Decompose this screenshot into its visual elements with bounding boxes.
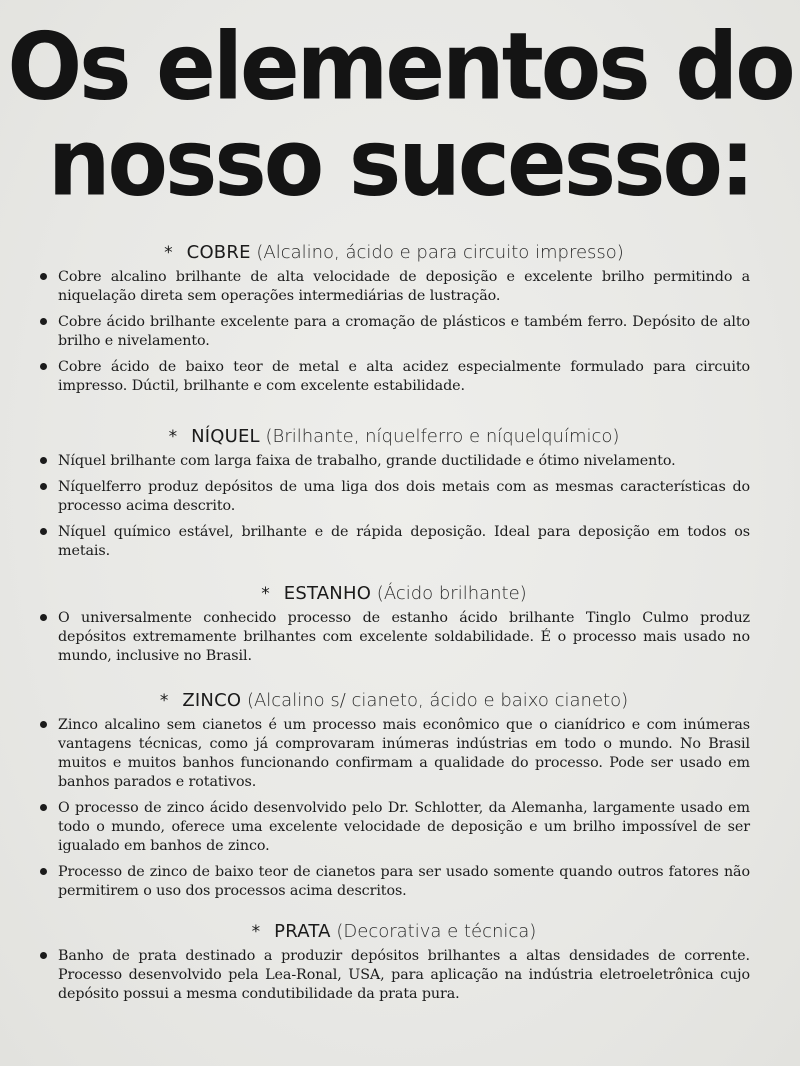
asterisk-marker: * xyxy=(159,691,169,711)
list-item xyxy=(38,947,750,1004)
bullet-icon xyxy=(40,804,47,811)
bullet-icon xyxy=(40,483,47,490)
section-name: ESTANHO xyxy=(283,583,372,604)
section-zinco xyxy=(38,689,750,908)
page-title-line-2: nosso sucesso: xyxy=(47,108,753,217)
section-heading xyxy=(38,425,750,449)
bullet-icon xyxy=(40,457,47,464)
page-title-line-1: Os elementos do xyxy=(7,12,793,121)
section-heading xyxy=(38,689,750,713)
list-item xyxy=(38,478,750,516)
list-item-text: Cobre ácido brilhante excelente para a cromação de plásticos e também ferro. Depósito de alto brilho e nivelamento. xyxy=(58,314,750,349)
list-item-text: Cobre ácido de baixo teor de metal e alta acidez especialmente formulado para circuito impresso. Dúctil, brilhante e com excelente estabilidade. xyxy=(58,359,750,394)
section-subtitle: (Decorativa e técnica) xyxy=(336,921,537,942)
section-subtitle: (Alcalino s/ cianeto, ácido e baixo cianeto) xyxy=(246,690,629,711)
section-niquel xyxy=(38,425,750,568)
section-list xyxy=(38,716,750,901)
list-item xyxy=(38,268,750,306)
bullet-icon xyxy=(40,363,47,370)
section-subtitle: (Brilhante, níquelferro e níquelquímico) xyxy=(265,426,620,447)
bullet-icon xyxy=(40,614,47,621)
list-item-text: Cobre alcalino brilhante de alta velocidade de deposição e excelente brilho permitindo a niquelação direta sem operações intermediárias de lustração. xyxy=(58,269,750,304)
list-item-text: Processo de zinco de baixo teor de cianetos para ser usado somente quando outros fatores não permitirem o uso dos processos acima descritos. xyxy=(58,864,750,899)
section-name: ZINCO xyxy=(182,690,242,711)
section-prata xyxy=(38,920,750,1011)
list-item xyxy=(38,523,750,561)
list-item-text: O processo de zinco ácido desenvolvido pelo Dr. Schlotter, da Alemanha, largamente usado em todo o mundo, oferece uma excelente velocidade de deposição e um brilho impossível de ser igualado em banhos de zinco. xyxy=(58,800,750,854)
section-name: NÍQUEL xyxy=(191,426,260,447)
section-heading xyxy=(38,241,750,265)
section-heading xyxy=(38,920,750,944)
list-item-text: Banho de prata destinado a produzir depósitos brilhantes a altas densidades de corrente. Processo desenvolvido pela Lea-Ronal, USA, para aplicação na indústria eletroeletrônica cujo depósito possui a mesma condutibilidade da prata pura. xyxy=(58,948,750,1002)
bullet-icon xyxy=(40,528,47,535)
list-item-text: Zinco alcalino sem cianetos é um processo mais econômico que o cianídrico e com inúmeras vantagens técnicas, como já comprovaram inúmeras indústrias em todo o mundo. No Brasil muitos e muitos banhos funcionando confirmam a qualidade do processo. Pode ser usado em banhos parados e rotativos. xyxy=(58,717,750,790)
list-item xyxy=(38,716,750,792)
section-list xyxy=(38,452,750,561)
list-item xyxy=(38,863,750,901)
section-list xyxy=(38,268,750,396)
asterisk-marker: * xyxy=(168,427,178,447)
section-list xyxy=(38,609,750,666)
list-item-text: Níquelferro produz depósitos de uma liga dos dois metais com as mesmas características do processo acima descrito. xyxy=(58,479,750,514)
section-cobre xyxy=(38,241,750,403)
list-item xyxy=(38,609,750,666)
bullet-icon xyxy=(40,318,47,325)
section-heading xyxy=(38,582,750,606)
section-list xyxy=(38,947,750,1004)
asterisk-marker: * xyxy=(251,922,261,942)
asterisk-marker: * xyxy=(261,584,270,604)
section-estanho xyxy=(38,582,750,673)
list-item xyxy=(38,313,750,351)
list-item-text: Níquel brilhante com larga faixa de trabalho, grande ductilidade e ótimo nivelamento. xyxy=(58,453,676,469)
list-item-text: Níquel químico estável, brilhante e de rápida deposição. Ideal para deposição em todos os metais. xyxy=(58,524,750,559)
section-subtitle: (Alcalino, ácido e para circuito impresso) xyxy=(256,242,624,263)
section-subtitle: (Ácido brilhante) xyxy=(376,583,527,604)
bullet-icon xyxy=(40,273,47,280)
bullet-icon xyxy=(40,952,47,959)
list-item xyxy=(38,358,750,396)
asterisk-marker: * xyxy=(164,243,173,263)
section-name: PRATA xyxy=(274,921,331,942)
list-item xyxy=(38,799,750,856)
bullet-icon xyxy=(40,721,47,728)
list-item xyxy=(38,452,750,471)
section-name: COBRE xyxy=(186,242,251,263)
bullet-icon xyxy=(40,868,47,875)
list-item-text: O universalmente conhecido processo de estanho ácido brilhante Tinglo Culmo produz depósitos extremamente brilhantes com excelente soldabilidade. É o processo mais usado no mundo, inclusive no Brasil. xyxy=(58,610,750,664)
